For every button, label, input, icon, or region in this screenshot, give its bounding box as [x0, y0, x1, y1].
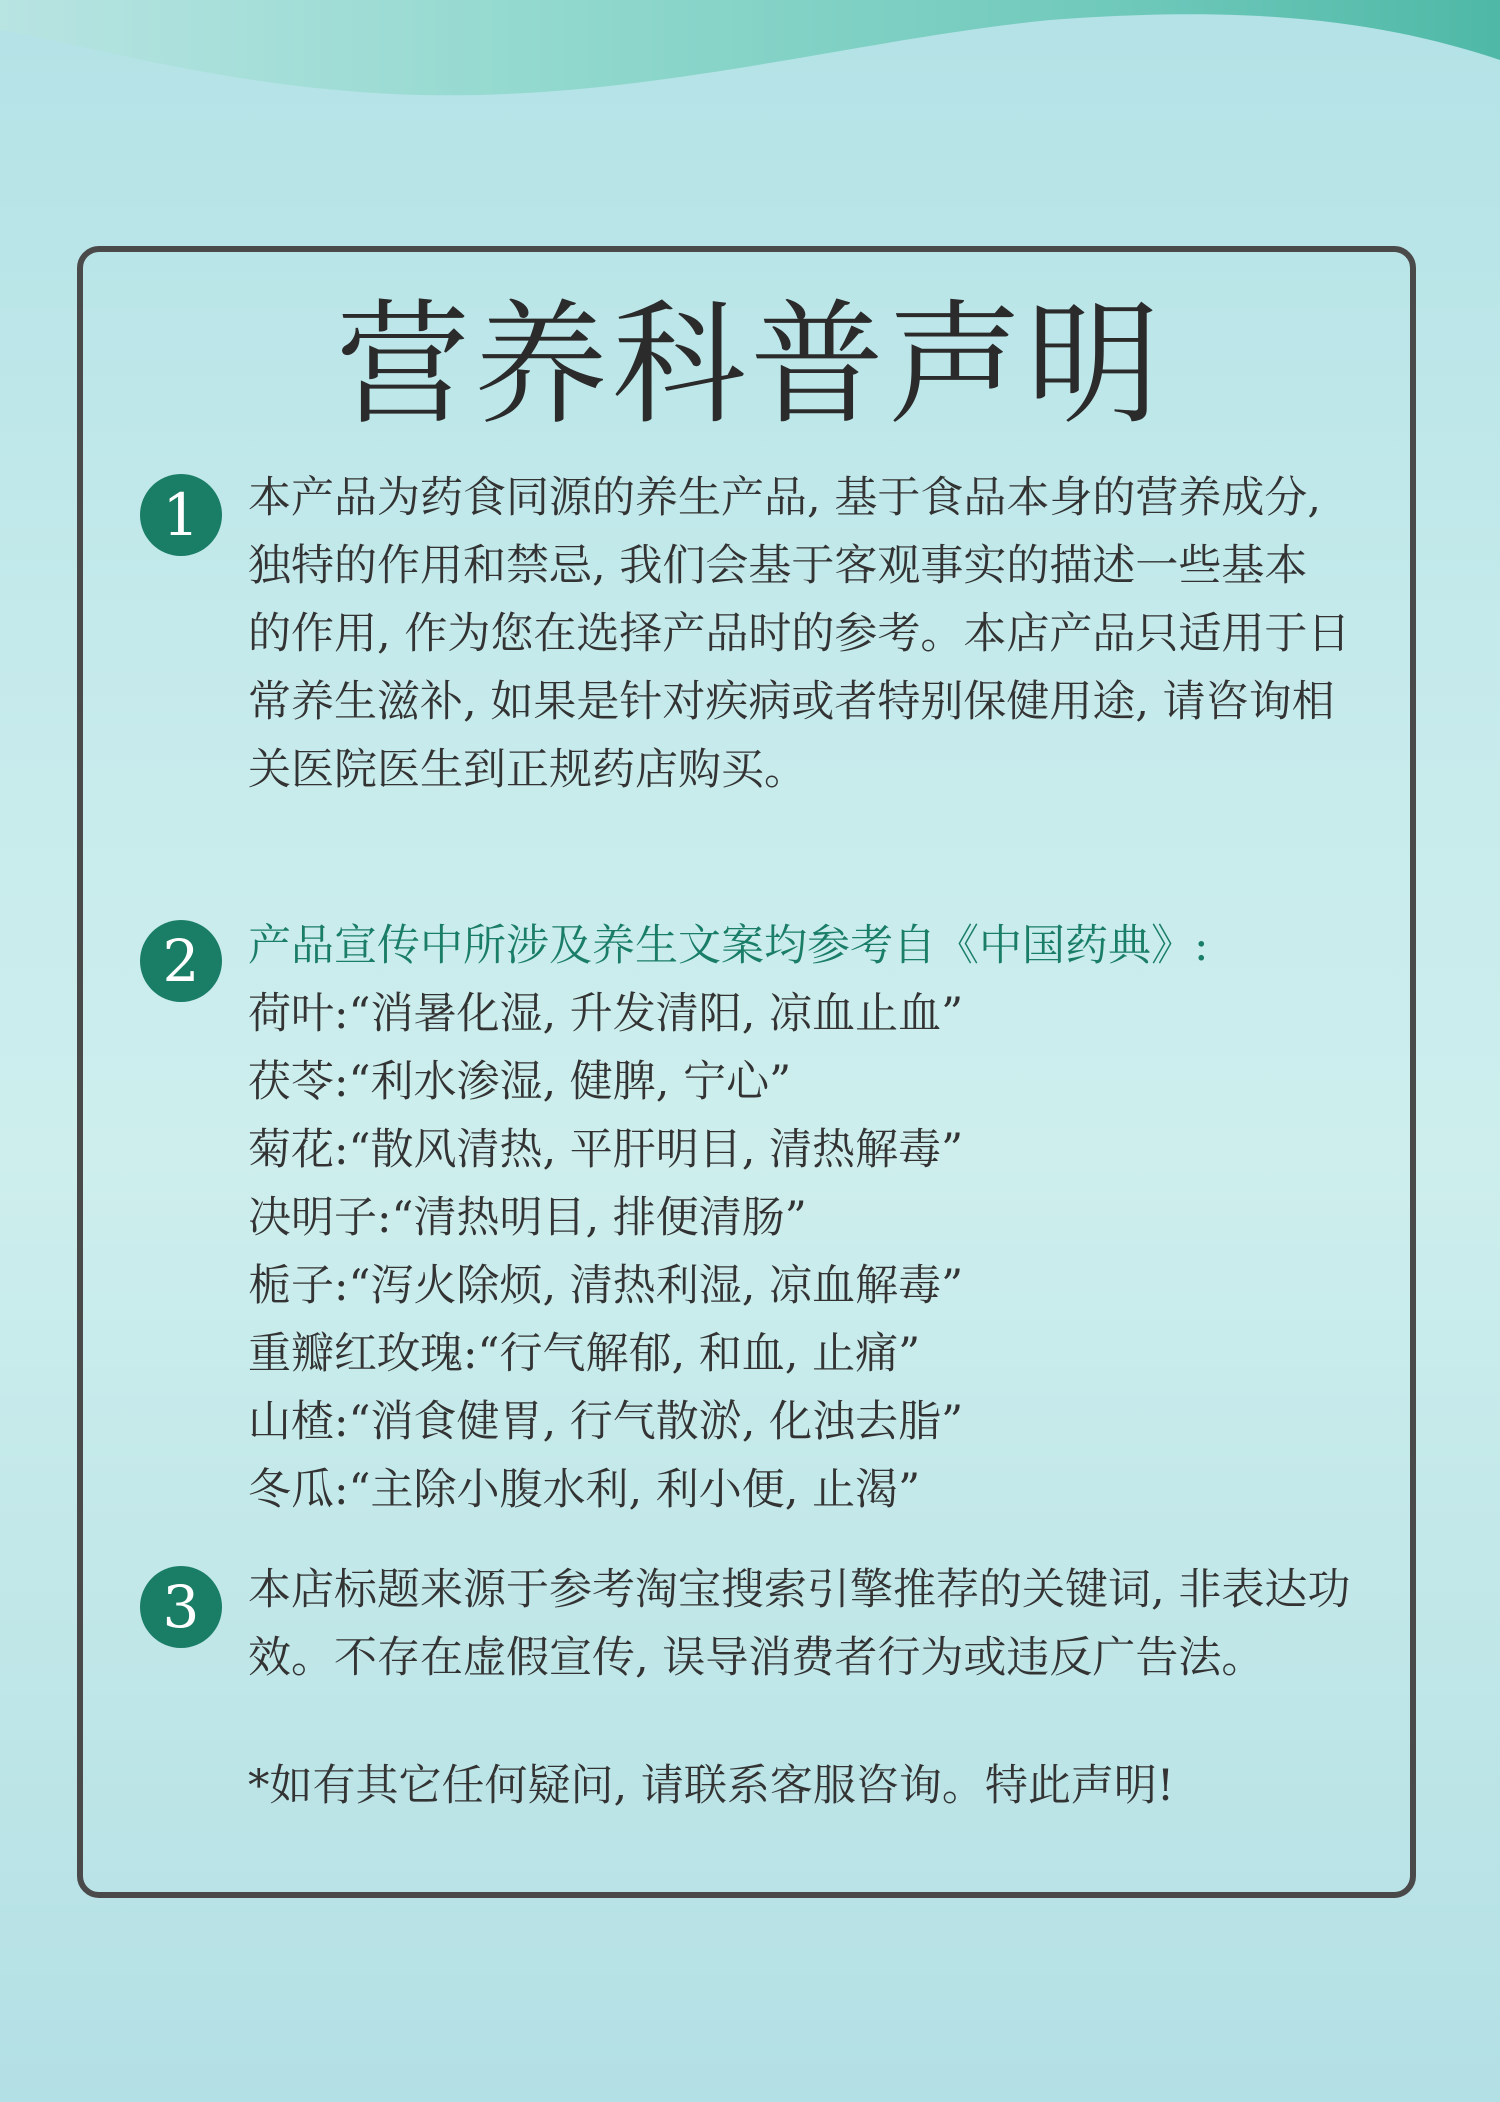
text-line: 关医院医生到正规药店购买。: [248, 745, 807, 795]
section-heading: 产品宣传中所涉及养生文案均参考自《中国药典》:: [248, 921, 1209, 971]
herb-entry: 冬瓜:“主除小腹水利, 利小便, 止渴”: [248, 1465, 921, 1515]
text-line: 的作用, 作为您在选择产品时的参考。本店产品只适用于日: [248, 609, 1351, 659]
section-number-badge: 2: [140, 920, 222, 1002]
section-3-text: [248, 1556, 1358, 1692]
text-line: 常养生滋补, 如果是针对疾病或者特别保健用途, 请咨询相: [248, 677, 1335, 727]
herb-entry: 茯苓:“利水渗湿, 健脾, 宁心”: [248, 1057, 792, 1107]
herb-entry: 决明子:“清热明目, 排便清肠”: [248, 1193, 807, 1243]
text-line: 效。不存在虚假宣传, 误导消费者行为或违反广告法。: [248, 1633, 1265, 1683]
herb-entry: 荷叶:“消暑化湿, 升发清阳, 凉血止血”: [248, 989, 964, 1039]
herb-entry: 重瓣红玫瑰:“行气解郁, 和血, 止痛”: [248, 1329, 921, 1379]
top-wave-decoration: [0, 0, 1500, 120]
herb-entry: 栀子:“泻火除烦, 清热利湿, 凉血解毒”: [248, 1261, 964, 1311]
section-number-badge: 3: [140, 1566, 222, 1648]
text-line: 本店标题来源于参考淘宝搜索引擎推荐的关键词, 非表达功: [248, 1565, 1351, 1615]
section-2-text: [248, 912, 1358, 1524]
text-line: 独特的作用和禁忌, 我们会基于客观事实的描述一些基本: [248, 541, 1308, 591]
herb-entry: 菊花:“散风清热, 平肝明目, 清热解毒”: [248, 1125, 964, 1175]
text-line: 本产品为药食同源的养生产品, 基于食品本身的营养成分,: [248, 473, 1322, 523]
section-number-badge: 1: [140, 474, 222, 556]
herb-entry: 山楂:“消食健胃, 行气散淤, 化浊去脂”: [248, 1397, 964, 1447]
section-1-text: [248, 464, 1358, 804]
page-title: 营养科普声明: [335, 287, 1164, 443]
footnote: *如有其它任何疑问, 请联系客服咨询。特此声明!: [248, 1761, 1175, 1811]
